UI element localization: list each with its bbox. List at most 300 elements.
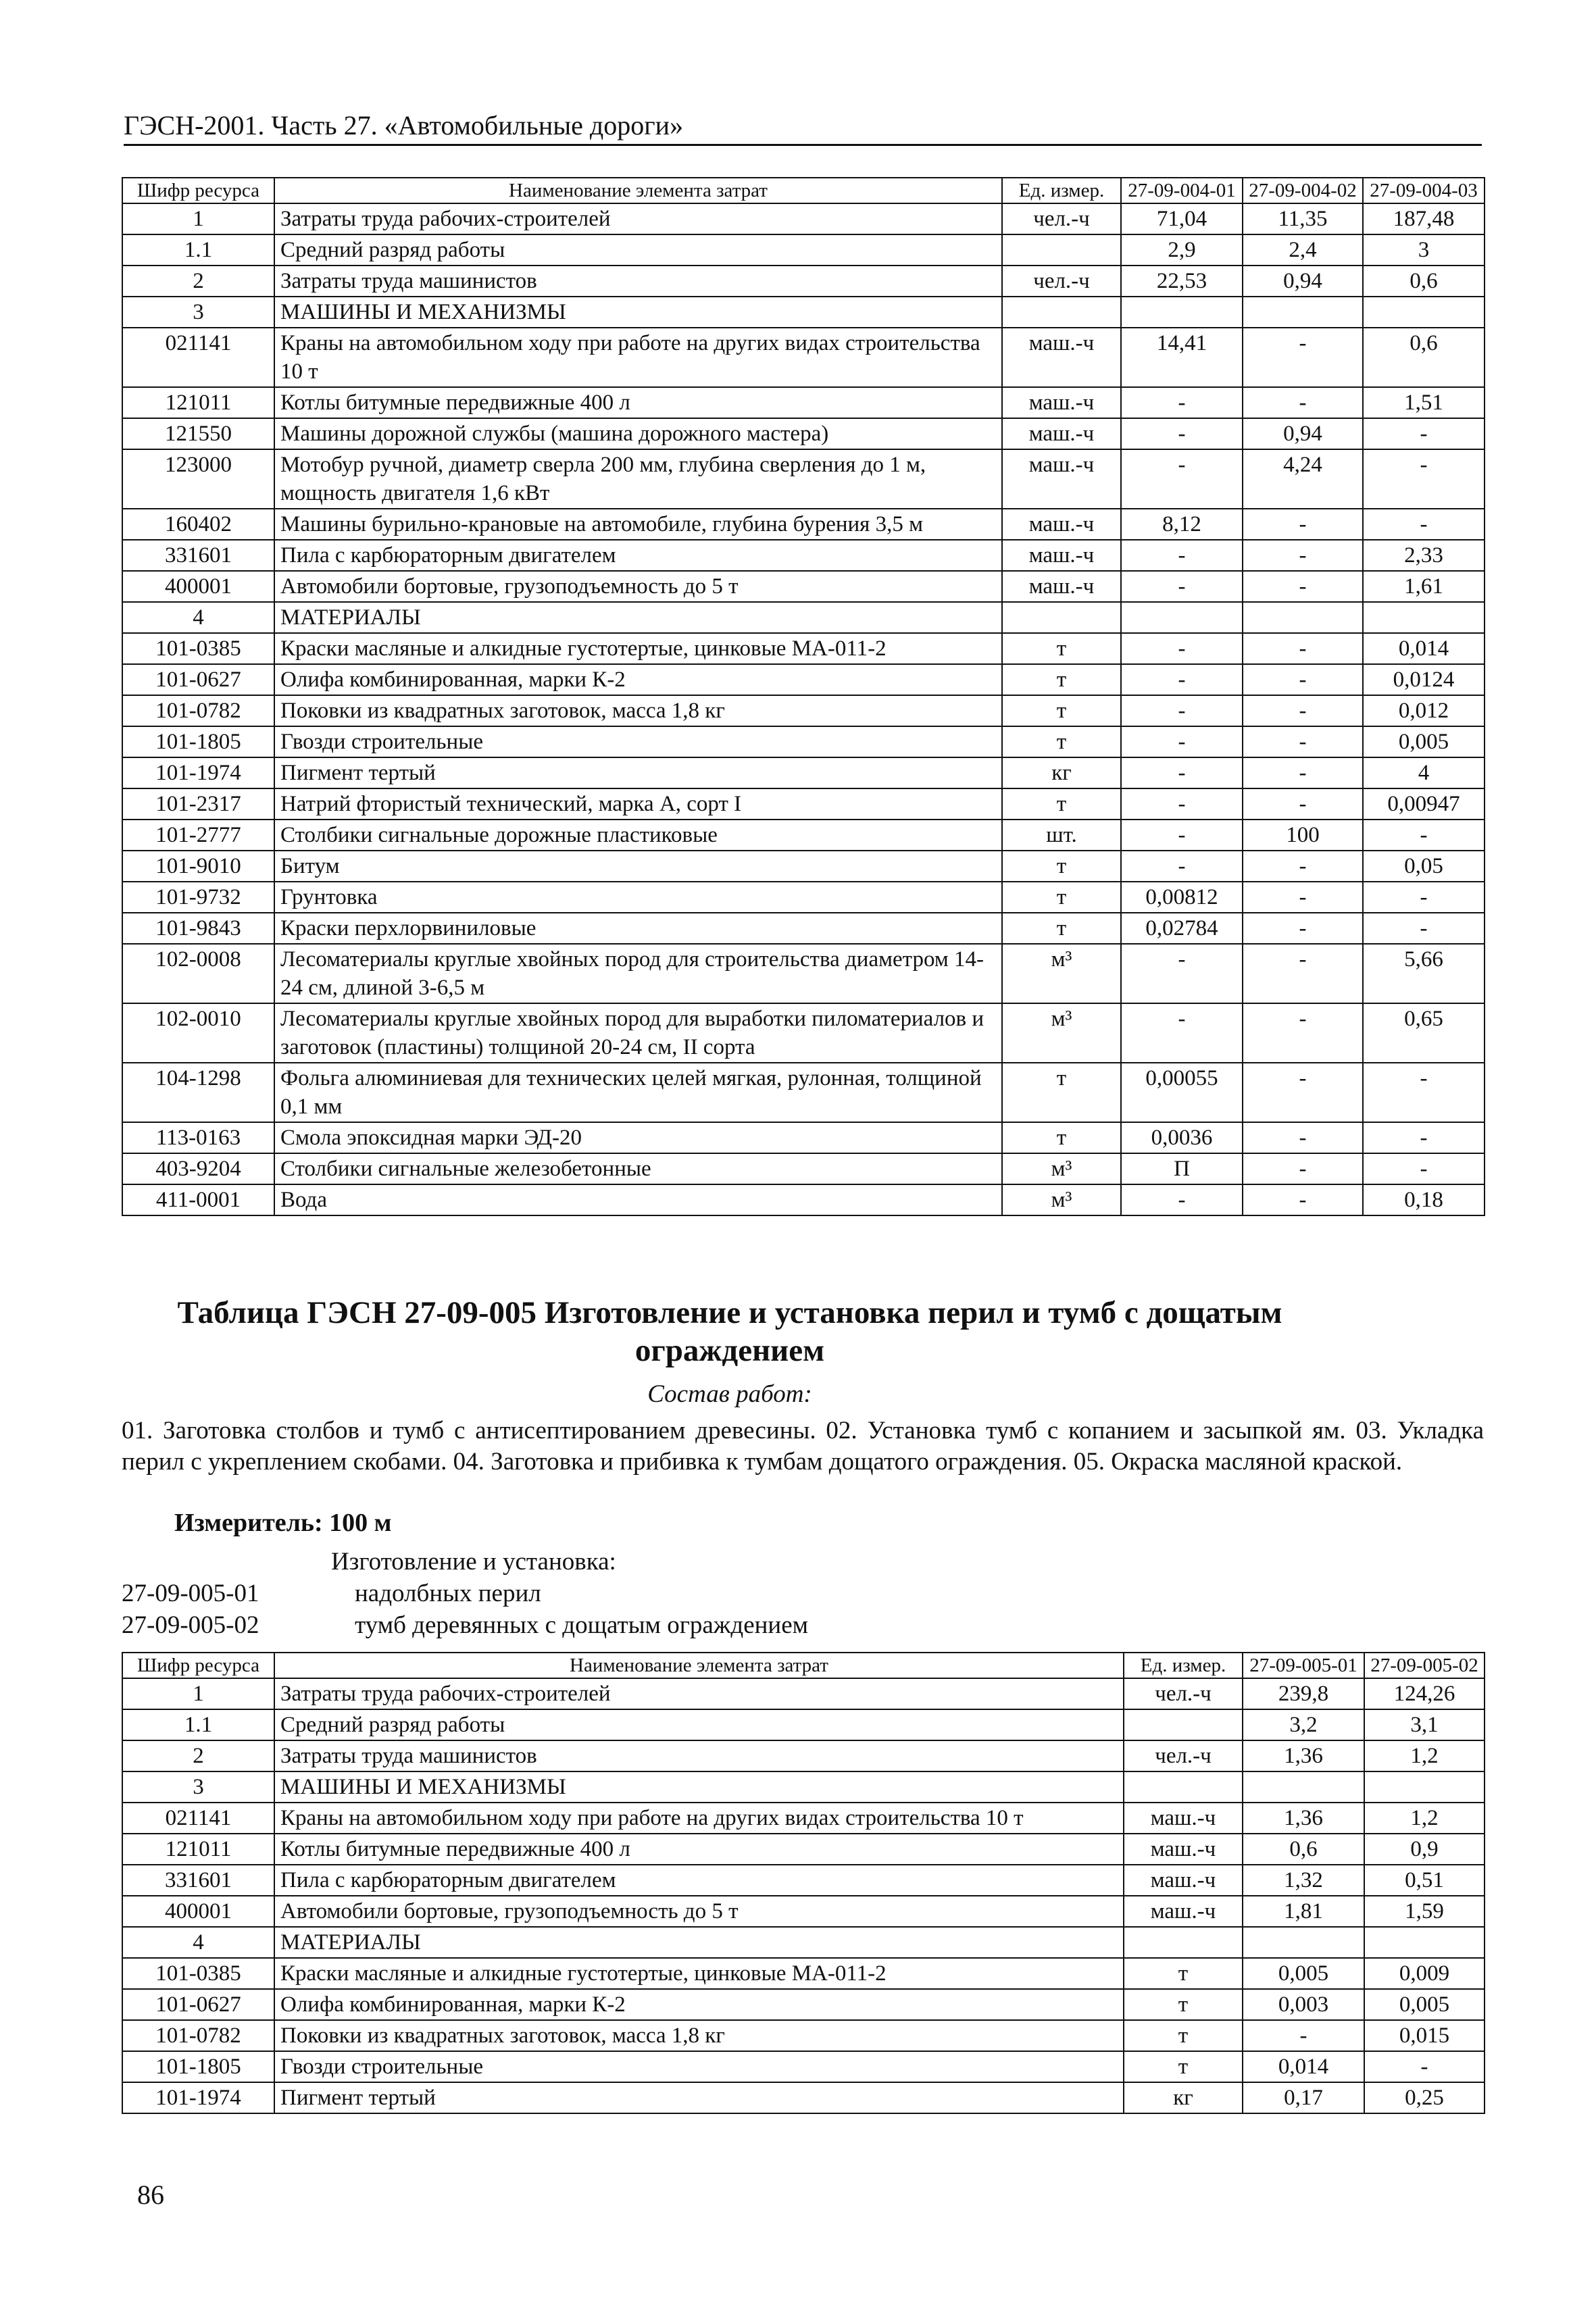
table-row	[122, 757, 1485, 788]
resource-name: Пигмент тертый	[274, 2082, 1124, 2113]
resource-code: 331601	[122, 1865, 274, 1896]
table-row	[122, 449, 1485, 509]
resource-code: 2	[122, 1740, 274, 1771]
unit: кг	[1002, 757, 1121, 788]
resource-name: Затраты труда рабочих-строителей	[274, 1678, 1124, 1709]
unit: маш.-ч	[1124, 1896, 1243, 1927]
unit: чел.-ч	[1002, 266, 1121, 297]
value-col-3: 2,33	[1363, 540, 1485, 571]
value-col-1: -	[1121, 387, 1243, 418]
table-row	[122, 1184, 1485, 1215]
value-col-1: -	[1121, 449, 1243, 509]
unit	[1124, 1709, 1243, 1740]
unit: кг	[1124, 2082, 1243, 2113]
resource-name: Котлы битумные передвижные 400 л	[274, 387, 1002, 418]
value-col-2: -	[1243, 882, 1363, 913]
value-col-3: 1,51	[1363, 387, 1485, 418]
resource-code: 3	[122, 297, 274, 328]
resource-name: Пила с карбюраторным двигателем	[274, 1865, 1124, 1896]
table-row	[122, 2020, 1485, 2051]
table-row	[122, 1865, 1485, 1896]
unit: чел.-ч	[1124, 1740, 1243, 1771]
value-col-3: 0,18	[1363, 1184, 1485, 1215]
unit: т	[1002, 851, 1121, 882]
resource-code: 403-9204	[122, 1153, 274, 1184]
unit: т	[1124, 2051, 1243, 2082]
value-col-3: 0,05	[1363, 851, 1485, 882]
unit: т	[1002, 882, 1121, 913]
unit: т	[1002, 1063, 1121, 1122]
value-col-1: -	[1121, 664, 1243, 695]
table-body	[122, 1678, 1485, 2113]
value-col-2: 3,1	[1364, 1709, 1485, 1740]
resource-name: Лесоматериалы круглые хвойных пород для выработки пиломатериалов и заготовок (пластины) толщиной 20-24 см, II сорта	[274, 1003, 1002, 1063]
resource-code: 123000	[122, 449, 274, 509]
unit: т	[1002, 1122, 1121, 1153]
running-header: ГЭСН-2001. Часть 27. «Автомобильные дороги»	[124, 109, 1482, 146]
value-col-3: 4	[1363, 757, 1485, 788]
value-col-1: 0,00812	[1121, 882, 1243, 913]
value-col-2: -	[1243, 913, 1363, 944]
unit: чел.-ч	[1002, 203, 1121, 234]
table-row	[122, 1709, 1485, 1740]
table-row	[122, 1153, 1485, 1184]
resource-name: МАШИНЫ И МЕХАНИЗМЫ	[274, 1771, 1124, 1803]
resource-name: Смола эпоксидная марки ЭД-20	[274, 1122, 1002, 1153]
table-row	[122, 328, 1485, 387]
resource-table-27-09-004	[122, 177, 1485, 1216]
value-col-3	[1363, 602, 1485, 633]
resource-code: 101-2317	[122, 788, 274, 820]
value-col-1: 0,00055	[1121, 1063, 1243, 1122]
table-row	[122, 788, 1485, 820]
value-col-1: 2,9	[1121, 234, 1243, 266]
value-col-1: -	[1121, 1184, 1243, 1215]
value-col-1: -	[1121, 633, 1243, 664]
value-col-3: -	[1363, 1122, 1485, 1153]
measure-unit: Измеритель: 100 м	[174, 1509, 392, 1537]
resource-name: Гвозди строительные	[274, 2051, 1124, 2082]
value-col-1: 1,36	[1243, 1740, 1364, 1771]
resource-name: МАТЕРИАЛЫ	[274, 602, 1002, 633]
value-col-1: 22,53	[1121, 266, 1243, 297]
table-row	[122, 1771, 1485, 1803]
unit: т	[1002, 726, 1121, 757]
resource-name: Котлы битумные передвижные 400 л	[274, 1834, 1124, 1865]
value-col-3: 0,012	[1363, 695, 1485, 726]
table-row	[122, 1122, 1485, 1153]
value-col-1	[1121, 297, 1243, 328]
value-col-3: -	[1363, 882, 1485, 913]
resource-name: Краски масляные и алкидные густотертые, цинковые МА-011-2	[274, 1958, 1124, 1989]
table-row	[122, 509, 1485, 540]
resource-code: 113-0163	[122, 1122, 274, 1153]
resource-name: Лесоматериалы круглые хвойных пород для строительства диаметром 14-24 см, длиной 3-6,5 м	[274, 944, 1002, 1003]
table-row	[122, 664, 1485, 695]
value-col-1: -	[1121, 820, 1243, 851]
table-header-row	[122, 178, 1485, 203]
table-row	[122, 203, 1485, 234]
value-col-3: 0,014	[1363, 633, 1485, 664]
value-col-2: -	[1243, 1153, 1363, 1184]
resource-code: 3	[122, 1771, 274, 1803]
resource-name: Краны на автомобильном ходу при работе на других видах строительства 10 т	[274, 328, 1002, 387]
resource-name: Поковки из квадратных заготовок, масса 1,8 кг	[274, 695, 1002, 726]
col-header-27-09-005-02: 27-09-005-02	[1364, 1653, 1485, 1678]
value-col-1: -	[1121, 788, 1243, 820]
value-col-1: 14,41	[1121, 328, 1243, 387]
table-row	[122, 1003, 1485, 1063]
resource-name: Пигмент тертый	[274, 757, 1002, 788]
value-col-1: 3,2	[1243, 1709, 1364, 1740]
unit: маш.-ч	[1002, 509, 1121, 540]
table-row	[122, 1989, 1485, 2020]
value-col-3: -	[1363, 913, 1485, 944]
value-col-2: 1,59	[1364, 1896, 1485, 1927]
table-row	[122, 297, 1485, 328]
unit: т	[1002, 664, 1121, 695]
unit: маш.-ч	[1124, 1803, 1243, 1834]
value-col-3: 0,0124	[1363, 664, 1485, 695]
value-col-2	[1243, 602, 1363, 633]
resource-name: Олифа комбинированная, марки К-2	[274, 1989, 1124, 2020]
product-name: надолбных перил	[355, 1580, 541, 1607]
table-row	[122, 944, 1485, 1003]
value-col-3: 3	[1363, 234, 1485, 266]
unit	[1124, 1927, 1243, 1958]
unit: т	[1002, 633, 1121, 664]
resource-name: МАШИНЫ И МЕХАНИЗМЫ	[274, 297, 1002, 328]
value-col-1: 0,6	[1243, 1834, 1364, 1865]
resource-name: Автомобили бортовые, грузоподъемность до 5 т	[274, 571, 1002, 602]
value-col-2: 1,2	[1364, 1740, 1485, 1771]
value-col-3: 0,6	[1363, 328, 1485, 387]
resource-name: Гвозди строительные	[274, 726, 1002, 757]
unit: м³	[1002, 1003, 1121, 1063]
value-col-1: 0,003	[1243, 1989, 1364, 2020]
value-col-2: -	[1243, 633, 1363, 664]
value-col-2: 2,4	[1243, 234, 1363, 266]
work-composition-text: 01. Заготовка столбов и тумб с антисептированием древесины. 02. Установка тумб с копанием и засыпкой ям. 03. Укладка перил с укреплением скобами. 04. Заготовка и прибивка к тумбам дощатого ограждения. 05. Окраска масляной краской.	[122, 1417, 1484, 1476]
value-col-1	[1121, 602, 1243, 633]
unit: т	[1002, 695, 1121, 726]
table-row	[122, 540, 1485, 571]
unit	[1002, 602, 1121, 633]
value-col-3: -	[1363, 820, 1485, 851]
table-row	[122, 266, 1485, 297]
resource-name: Затраты труда машинистов	[274, 1740, 1124, 1771]
table-body	[122, 203, 1485, 1215]
resource-code: 1.1	[122, 1709, 274, 1740]
value-col-2: -	[1364, 2051, 1485, 2082]
resource-name: Затраты труда машинистов	[274, 266, 1002, 297]
value-col-3: 0,6	[1363, 266, 1485, 297]
resource-name: Машины дорожной службы (машина дорожного мастера)	[274, 418, 1002, 449]
value-col-3: 0,005	[1363, 726, 1485, 757]
unit: маш.-ч	[1124, 1865, 1243, 1896]
value-col-2: -	[1243, 788, 1363, 820]
value-col-2: 0,94	[1243, 266, 1363, 297]
value-col-1	[1243, 1771, 1364, 1803]
product-code: 27-09-005-02	[122, 1611, 259, 1639]
table-title: Таблица ГЭСН 27-09-005 Изготовление и установка перил и тумб с дощатым ограждением	[177, 1295, 1282, 1368]
unit: т	[1124, 1958, 1243, 1989]
resource-code: 101-0782	[122, 2020, 274, 2051]
unit: маш.-ч	[1124, 1834, 1243, 1865]
col-header-code: Шифр ресурса	[122, 1653, 274, 1678]
value-col-2: 124,26	[1364, 1678, 1485, 1709]
value-col-2: -	[1243, 757, 1363, 788]
value-col-2: -	[1243, 664, 1363, 695]
resource-name: Битум	[274, 851, 1002, 882]
resource-name: Пила с карбюраторным двигателем	[274, 540, 1002, 571]
table-row	[122, 820, 1485, 851]
value-col-2: -	[1243, 726, 1363, 757]
unit	[1002, 297, 1121, 328]
resource-code: 400001	[122, 571, 274, 602]
table-row	[122, 1927, 1485, 1958]
value-col-2: 11,35	[1243, 203, 1363, 234]
work-composition-heading: Состав работ:	[647, 1380, 812, 1408]
value-col-2: 0,9	[1364, 1834, 1485, 1865]
value-col-1: -	[1121, 851, 1243, 882]
resource-name: Вода	[274, 1184, 1002, 1215]
unit: т	[1002, 788, 1121, 820]
resource-name: Натрий фтористый технический, марка А, сорт I	[274, 788, 1002, 820]
unit: т	[1002, 913, 1121, 944]
resource-code: 1	[122, 203, 274, 234]
resource-code: 104-1298	[122, 1063, 274, 1122]
resource-code: 101-0627	[122, 664, 274, 695]
table-row	[122, 234, 1485, 266]
products-heading: Изготовление и установка:	[331, 1548, 616, 1576]
resource-code: 160402	[122, 509, 274, 540]
value-col-1: 1,81	[1243, 1896, 1364, 1927]
value-col-1: -	[1121, 540, 1243, 571]
value-col-2: -	[1243, 509, 1363, 540]
resource-code: 102-0008	[122, 944, 274, 1003]
resource-name: Машины бурильно-крановые на автомобиле, глубина бурения 3,5 м	[274, 509, 1002, 540]
table-row	[122, 1063, 1485, 1122]
col-header-27-09-004-01: 27-09-004-01	[1121, 178, 1243, 203]
resource-code: 101-0385	[122, 633, 274, 664]
resource-name: Затраты труда рабочих-строителей	[274, 203, 1002, 234]
value-col-1: -	[1121, 695, 1243, 726]
page-number: 86	[137, 2180, 164, 2210]
value-col-1: -	[1121, 1003, 1243, 1063]
value-col-1: 0,005	[1243, 1958, 1364, 1989]
value-col-2	[1243, 297, 1363, 328]
value-col-1: -	[1121, 726, 1243, 757]
unit: м³	[1002, 1184, 1121, 1215]
product-code: 27-09-005-01	[122, 1580, 259, 1607]
resource-name: Краны на автомобильном ходу при работе на других видах строительства 10 т	[274, 1803, 1124, 1834]
resource-code: 101-9732	[122, 882, 274, 913]
unit: маш.-ч	[1002, 387, 1121, 418]
value-col-1: 0,0036	[1121, 1122, 1243, 1153]
value-col-1: 0,014	[1243, 2051, 1364, 2082]
table-row	[122, 726, 1485, 757]
resource-code: 101-2777	[122, 820, 274, 851]
col-header-27-09-005-01: 27-09-005-01	[1243, 1653, 1364, 1678]
table-row	[122, 913, 1485, 944]
value-col-1: П	[1121, 1153, 1243, 1184]
value-col-2	[1364, 1927, 1485, 1958]
value-col-2: -	[1243, 851, 1363, 882]
product-row	[122, 1611, 808, 1640]
value-col-1: 239,8	[1243, 1678, 1364, 1709]
table-row	[122, 387, 1485, 418]
resource-code: 101-1805	[122, 726, 274, 757]
table-row	[122, 2051, 1485, 2082]
table-row	[122, 633, 1485, 664]
resource-name: Мотобур ручной, диаметр сверла 200 мм, глубина сверления до 1 м, мощность двигателя 1,6 кВт	[274, 449, 1002, 509]
product-row	[122, 1579, 541, 1608]
resource-name: Олифа комбинированная, марки К-2	[274, 664, 1002, 695]
value-col-3: -	[1363, 509, 1485, 540]
value-col-3: 0,65	[1363, 1003, 1485, 1063]
unit	[1124, 1771, 1243, 1803]
resource-code: 101-1805	[122, 2051, 274, 2082]
table-row	[122, 418, 1485, 449]
product-name: тумб деревянных с дощатым ограждением	[355, 1611, 809, 1639]
resource-code: 1.1	[122, 234, 274, 266]
value-col-1: 1,32	[1243, 1865, 1364, 1896]
value-col-2: 0,009	[1364, 1958, 1485, 1989]
value-col-2: -	[1243, 1122, 1363, 1153]
value-col-3: -	[1363, 1063, 1485, 1122]
unit	[1002, 234, 1121, 266]
col-header-code: Шифр ресурса	[122, 178, 274, 203]
resource-code: 121011	[122, 1834, 274, 1865]
table-row	[122, 1803, 1485, 1834]
resource-code: 400001	[122, 1896, 274, 1927]
unit: т	[1124, 2020, 1243, 2051]
value-col-3: -	[1363, 418, 1485, 449]
resource-name: Средний разряд работы	[274, 1709, 1124, 1740]
value-col-1: -	[1121, 757, 1243, 788]
resource-code: 4	[122, 602, 274, 633]
resource-code: 102-0010	[122, 1003, 274, 1063]
resource-code: 121550	[122, 418, 274, 449]
value-col-2: 0,015	[1364, 2020, 1485, 2051]
unit: маш.-ч	[1002, 449, 1121, 509]
value-col-2: 0,94	[1243, 418, 1363, 449]
resource-name: Средний разряд работы	[274, 234, 1002, 266]
resource-name: Автомобили бортовые, грузоподъемность до 5 т	[274, 1896, 1124, 1927]
unit: маш.-ч	[1002, 418, 1121, 449]
unit: шт.	[1002, 820, 1121, 851]
unit: т	[1124, 1989, 1243, 2020]
resource-name: Краски масляные и алкидные густотертые, цинковые МА-011-2	[274, 633, 1002, 664]
resource-code: 021141	[122, 1803, 274, 1834]
value-col-1: 8,12	[1121, 509, 1243, 540]
unit: м³	[1002, 1153, 1121, 1184]
table-row	[122, 571, 1485, 602]
resource-name: Грунтовка	[274, 882, 1002, 913]
col-header-27-09-004-02: 27-09-004-02	[1243, 178, 1363, 203]
resource-code: 331601	[122, 540, 274, 571]
table-row	[122, 1958, 1485, 1989]
resource-code: 101-9843	[122, 913, 274, 944]
value-col-2: -	[1243, 328, 1363, 387]
resource-code: 1	[122, 1678, 274, 1709]
value-col-2: -	[1243, 387, 1363, 418]
value-col-2: -	[1243, 571, 1363, 602]
col-header-27-09-004-03: 27-09-004-03	[1363, 178, 1485, 203]
value-col-1: 71,04	[1121, 203, 1243, 234]
resource-code: 101-0627	[122, 1989, 274, 2020]
value-col-1: -	[1121, 418, 1243, 449]
unit: м³	[1002, 944, 1121, 1003]
value-col-1: -	[1243, 2020, 1364, 2051]
resource-code: 2	[122, 266, 274, 297]
value-col-2: -	[1243, 540, 1363, 571]
resource-code: 121011	[122, 387, 274, 418]
table-row	[122, 1834, 1485, 1865]
value-col-1: -	[1121, 571, 1243, 602]
value-col-2: 100	[1243, 820, 1363, 851]
col-header-unit: Ед. измер.	[1124, 1653, 1243, 1678]
resource-name: Столбики сигнальные железобетонные	[274, 1153, 1002, 1184]
table-row	[122, 602, 1485, 633]
value-col-1: 0,17	[1243, 2082, 1364, 2113]
resource-code: 101-0385	[122, 1958, 274, 1989]
value-col-2: -	[1243, 695, 1363, 726]
resource-name: МАТЕРИАЛЫ	[274, 1927, 1124, 1958]
value-col-2: -	[1243, 1003, 1363, 1063]
value-col-3: -	[1363, 1153, 1485, 1184]
value-col-3: -	[1363, 449, 1485, 509]
value-col-2: 0,25	[1364, 2082, 1485, 2113]
resource-code: 101-1974	[122, 2082, 274, 2113]
value-col-3: 0,00947	[1363, 788, 1485, 820]
resource-code: 411-0001	[122, 1184, 274, 1215]
table-row	[122, 1678, 1485, 1709]
table-header-row	[122, 1653, 1485, 1678]
col-header-unit: Ед. измер.	[1002, 178, 1121, 203]
value-col-2: -	[1243, 1063, 1363, 1122]
value-col-2: 1,2	[1364, 1803, 1485, 1834]
value-col-2: 0,51	[1364, 1865, 1485, 1896]
resource-name: Поковки из квадратных заготовок, масса 1,8 кг	[274, 2020, 1124, 2051]
resource-code: 101-9010	[122, 851, 274, 882]
resource-code: 4	[122, 1927, 274, 1958]
resource-name: Фольга алюминиевая для технических целей мягкая, рулонная, толщиной 0,1 мм	[274, 1063, 1002, 1122]
unit: маш.-ч	[1002, 571, 1121, 602]
value-col-2: -	[1243, 1184, 1363, 1215]
table-row	[122, 695, 1485, 726]
value-col-2: 4,24	[1243, 449, 1363, 509]
resource-code: 101-1974	[122, 757, 274, 788]
table-row	[122, 2082, 1485, 2113]
resource-name: Столбики сигнальные дорожные пластиковые	[274, 820, 1002, 851]
table-row	[122, 1740, 1485, 1771]
value-col-1	[1243, 1927, 1364, 1958]
value-col-3: 5,66	[1363, 944, 1485, 1003]
resource-name: Краски перхлорвиниловые	[274, 913, 1002, 944]
table-row	[122, 1896, 1485, 1927]
col-header-name: Наименование элемента затрат	[274, 178, 1002, 203]
value-col-1: -	[1121, 944, 1243, 1003]
value-col-3: 187,48	[1363, 203, 1485, 234]
value-col-2	[1364, 1771, 1485, 1803]
value-col-1: 0,02784	[1121, 913, 1243, 944]
table-row	[122, 882, 1485, 913]
value-col-1: 1,36	[1243, 1803, 1364, 1834]
unit: маш.-ч	[1002, 540, 1121, 571]
col-header-name: Наименование элемента затрат	[274, 1653, 1124, 1678]
